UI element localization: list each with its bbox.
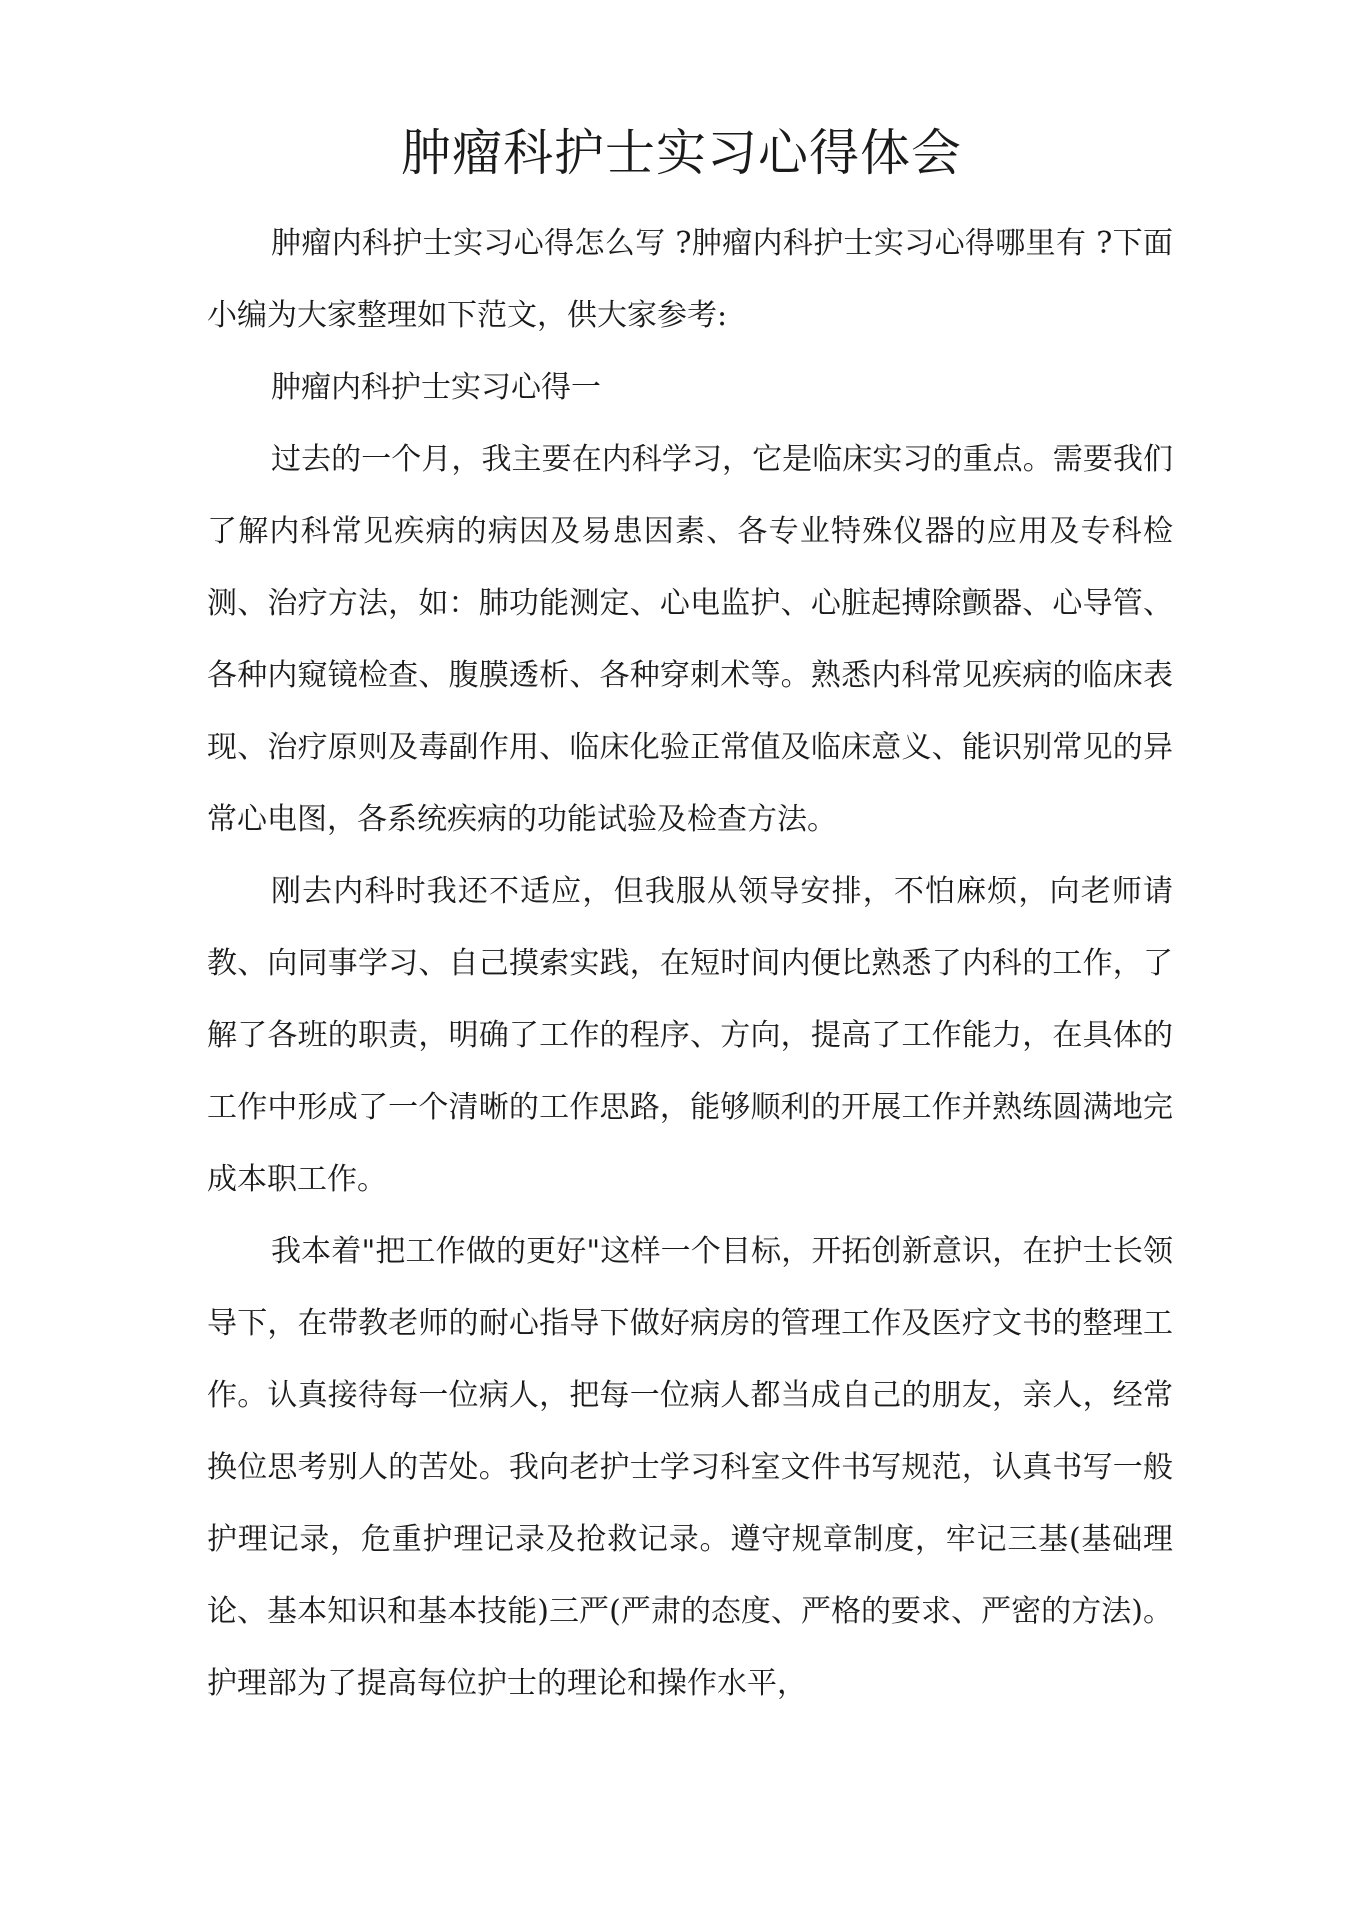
body-paragraph: 刚去内科时我还不适应，但我服从领导安排，不怕麻烦，向老师请教、向同事学习、自己摸索实践，在短时间内便比熟悉了内科的工作，了解了各班的职责，明确了工作的程序、方向，提高了工作能力，在具体的工作中形成了一个清晰的工作思路，能够顺利的开展工作并熟练圆满地完成本职工作。 — [207, 874, 1173, 1197]
document-title: 肿瘤科护士实习心得体会 — [401, 124, 962, 182]
document-body — [207, 208, 1173, 1720]
body-paragraph: 过去的一个月，我主要在内科学习，它是临床实习的重点。需要我们了解内科常见疾病的病因及易患因素、各专业特殊仪器的应用及专科检测、治疗方法，如：肺功能测定、心电监护、心脏起搏除颤器、心导管、各种内窥镜检查、腹膜透析、各种穿刺术等。熟悉内科常见疾病的临床表现、治疗原则及毒副作用、临床化验正常值及临床意义、能识别常见的异常心电图，各系统疾病的功能试验及检查方法。 — [207, 442, 1173, 837]
intro-paragraph: 肿瘤内科护士实习心得怎么写 ?肿瘤内科护士实习心得哪里有 ?下面小编为大家整理如下范文，供大家参考: — [207, 226, 1173, 333]
section-heading: 肿瘤内科护士实习心得一 — [271, 370, 601, 405]
body-paragraph: 我本着"把工作做的更好"这样一个目标，开拓创新意识，在护士长领导下，在带教老师的耐心指导下做好病房的管理工作及医疗文书的整理工作。认真接待每一位病人，把每一位病人都当成自己的朋友，亲人，经常换位思考别人的苦处。我向老护士学习科室文件书写规范，认真书写一般护理记录，危重护理记录及抢救记录。遵守规章制度，牢记三基(基础理论、基本知识和基本技能)三严(严肃的态度、严格的要求、严密的方法)。护理部为了提高每位护士的理论和操作水平， — [207, 1234, 1173, 1701]
